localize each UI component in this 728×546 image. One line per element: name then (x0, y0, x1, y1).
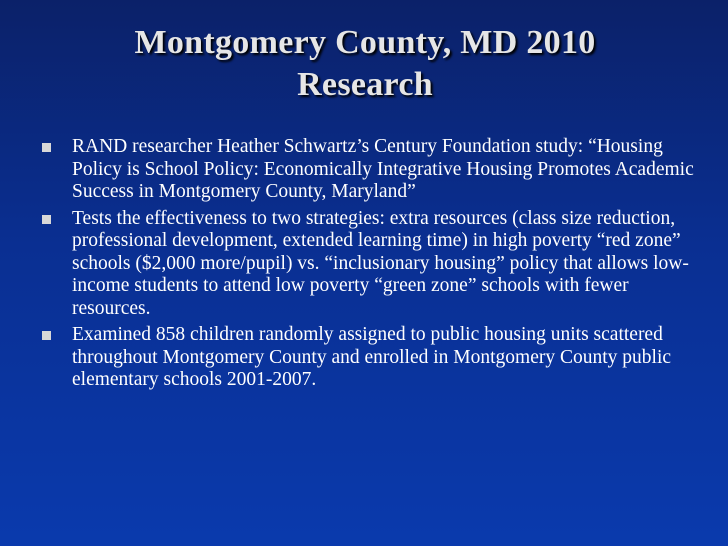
bullet-list (42, 136, 702, 396)
slide-title-line-2: Research (297, 66, 433, 103)
square-bullet-icon (42, 143, 51, 152)
bullet-item-rand-study (42, 136, 702, 204)
bullet-text: Examined 858 children randomly assigned to public housing units scattered throughout Montgomery County and enrolled in Montgomery County public elementary schools 2001-2007. (72, 324, 672, 390)
square-bullet-icon (42, 215, 51, 224)
slide-title-line-1: Montgomery County, MD 2010 (134, 24, 596, 61)
bullet-item-children-examined (42, 324, 702, 392)
slide-title (60, 22, 670, 106)
bullet-item-strategies (42, 208, 702, 321)
bullet-text: Tests the effectiveness to two strategies: extra resources (class size reduction, professional development, extended learning time) in high poverty “red zone” schools ($2,000 more/pupil) vs. “inclusionary housing” policy that allows low-income students to attend low poverty “green zone” schools with fewer resources. (72, 207, 689, 319)
bullet-text: RAND researcher Heather Schwartz’s Century Foundation study: “Housing Policy is School Policy: Economically Integrative Housing Promotes Academic Success in Montgomery County, Maryland” (72, 136, 694, 202)
square-bullet-icon (42, 331, 51, 340)
